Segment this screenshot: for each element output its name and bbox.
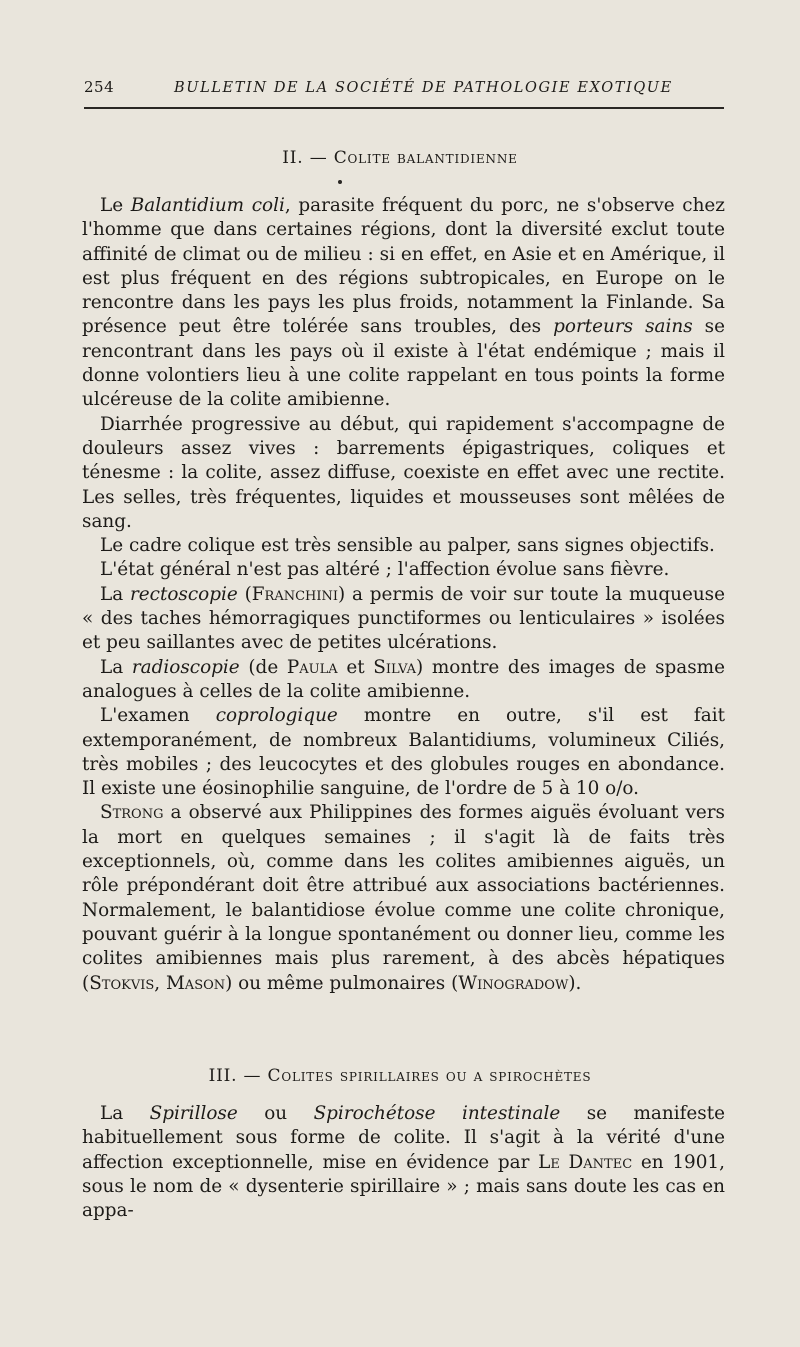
text-run: , [154,972,166,994]
text-run: montre en outre, s'il est fait extemporanément, de nombreux Balantidiums, volumineux Ciliés, très mobiles ; des leucocytes et des globules rouges en abondance. Il existe une éosinophilie sanguine, de l'ordre de 5 à 10 o/o. [82,705,725,800]
text-run: L'état général n'est pas altéré ; l'affection évolue sans fièvre. [100,559,670,581]
author-name: Silva [373,656,416,678]
text-run: ). [568,972,582,994]
text-run: et [337,656,374,678]
text-run: La [100,656,132,678]
text-run: , parasite fréquent du porc, ne s'observe chez l'homme que dans certaines régions, dont la diversité exclut toute affinité de climat ou de milieu : si en effet, en Asie et en Amérique, il est plus fréquent en des régions subtropicales, en Europe on le rencontre dans les pays les plus froids, notamment la Finlande. Sa présence peut être tolérée sans troubles, des [82,195,725,338]
ornament-dot [338,180,342,184]
paragraph [82,704,725,801]
paragraph [82,413,725,534]
italic-term: rectoscopie [129,583,238,605]
text-run: ou [237,1103,314,1124]
text-run: ) montre des images de spasme analogues à celles de la colite amibienne. [82,656,726,702]
italic-term: radioscopie [131,656,240,678]
paragraph [82,534,725,558]
section-3-title: III. — Colites spirillaires ou a spirochètes [208,1066,592,1086]
author-name: Le Dantec [538,1151,633,1173]
paragraph [82,583,725,656]
text-run: (de [239,656,287,678]
paragraph [82,801,725,995]
text-run: ( [237,583,252,605]
section-2-body [82,194,725,996]
text-run: Le cadre colique est très sensible au palper, sans signes objectifs. [100,535,715,557]
italic-term: Spirochétose intestinale [313,1103,561,1124]
paragraph [82,1102,725,1223]
author-name: Strong [100,802,164,824]
section-3-body [82,1102,725,1223]
page-number: 254 [84,78,115,96]
paragraph [82,558,725,582]
text-run: ) a permis de voir sur toute la muqueuse « des taches hémorragiques punctiformes ou lenticulaires » isolées et peu saillantes avec de petites ulcérations. [82,583,725,654]
journal-title: BULLETIN DE LA SOCIÉTÉ DE PATHOLOGIE EXOTIQUE [174,80,673,96]
text-run: La [100,583,130,605]
text-run: se manifeste habituellement sous forme de colite. Il s'agit à la vérité d'une affection exceptionnelle, mise en évidence par [82,1103,725,1173]
text-run: se rencontrant dans les pays où il existe à l'état endémique ; mais il donne volontiers lieu à une colite rappelant en tous points la forme ulcéreuse de la colite amibienne. [82,316,726,411]
text-run: ) ou même pulmonaires ( [225,972,459,994]
text-run: La [100,1103,150,1124]
author-name: Stokvis [89,972,155,994]
italic-term: Spirillose [149,1103,238,1124]
paragraph [82,656,725,705]
author-name: Winogradow [458,972,569,994]
text-run: L'examen [100,705,216,727]
text-run: Diarrhée progressive au début, qui rapidement s'accompagne de douleurs assez vives : barrements épigastriques, coliques et ténesme : la colite, assez diffuse, coexiste en effet avec une rectite. Les selles, très fréquentes, liquides et mousseuses sont mêlées de sang. [82,413,725,532]
italic-term: Balantidium coli [130,195,285,216]
text-run: en 1901, sous le nom de « dysenterie spirillaire » ; mais sans doute les cas en appa- [82,1151,725,1222]
running-header [84,78,724,100]
section-2-title: II. — Colite balantidienne [282,148,518,168]
author-name: Paula [286,656,338,678]
italic-term: coprologique [215,705,338,727]
author-name: Franchini [251,583,339,605]
paragraph [82,194,725,413]
header-rule [84,107,724,109]
text-run: Le [100,195,131,216]
italic-term: porteurs sains [553,316,693,338]
author-name: Mason [165,972,226,994]
text-run: a observé aux Philippines des formes aiguës évoluant vers la mort en quelques semaines ; il s'agit là de faits très exceptionnels, où, comme dans les colites amibiennes aiguës, un rôle prépondérant doit être attribué aux associations bactériennes. Normalement, le balantidiose évolue comme une colite chronique, pouvant guérir à la longue spontanément ou donner lieu, comme les colites amibiennes mais plus rarement, à des abcès hépatiques ( [82,802,725,994]
